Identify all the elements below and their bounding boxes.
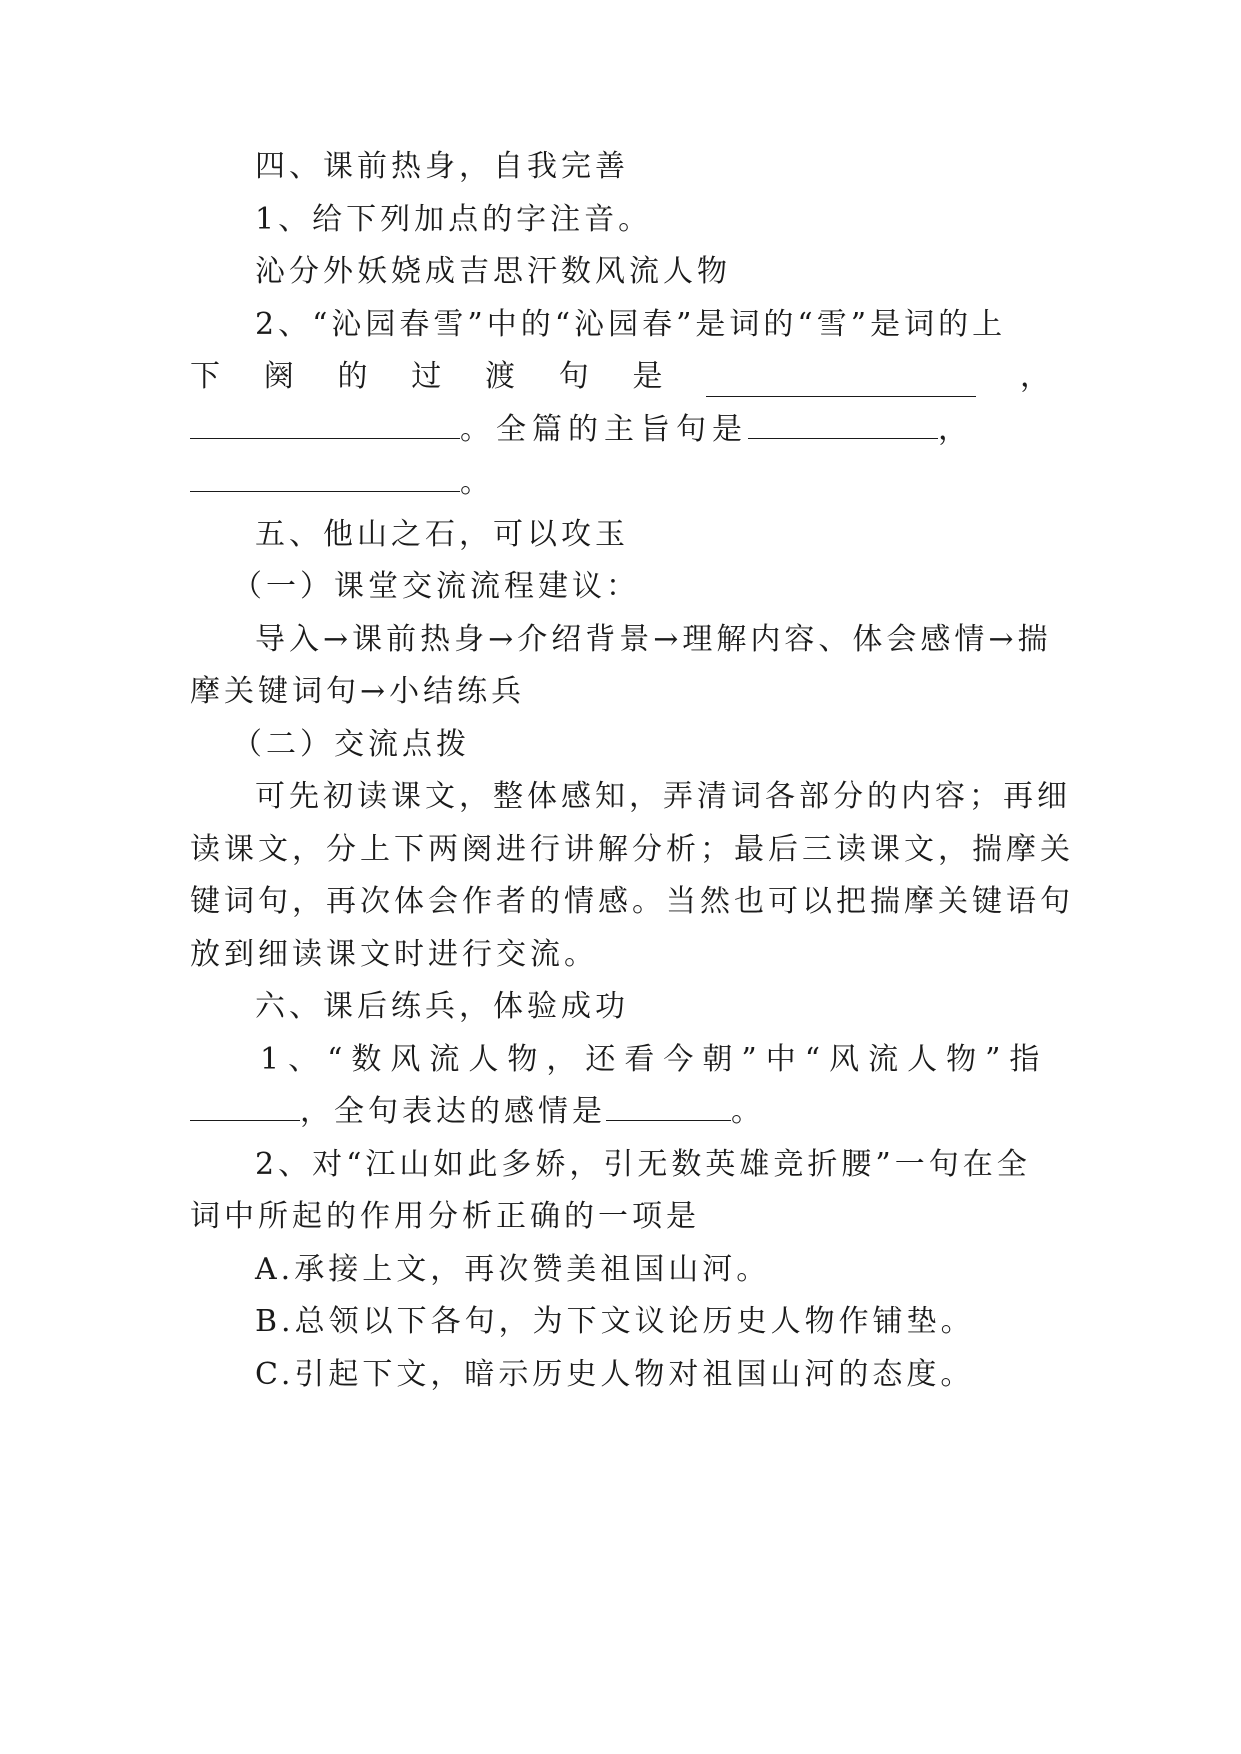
- q1-end: 。: [731, 1094, 765, 1129]
- paragraph-line-4: 放到细读课文时进行交流。: [190, 937, 598, 972]
- subsection-5-2: （二）交流点拨: [232, 727, 470, 762]
- fill-in-blank[interactable]: [748, 410, 938, 439]
- flow-line-1: 导入→课前热身→介绍背景→理解内容、体会感情→揣: [255, 622, 1052, 657]
- section-6-title: 六、课后练兵，体验成功: [255, 989, 629, 1024]
- question-4-2-line2: [190, 357, 1050, 397]
- fill-in-blank[interactable]: [190, 410, 460, 439]
- subsection-5-1: （一）课堂交流流程建议：: [232, 569, 640, 604]
- question-6-2-line1: 2、对“江山如此多娇，引无数英雄竞折腰”一句在全: [255, 1147, 1031, 1182]
- option-a: A.承接上文，再次赞美祖国山河。: [255, 1252, 771, 1287]
- question-4-1-words: 沁分外妖娆成吉思汗数风流人物: [255, 254, 731, 289]
- question-4-2-line3: [190, 410, 1050, 450]
- flow-line-2: 摩关键词句→小结练兵: [190, 674, 526, 709]
- paragraph-line-1: 可先初读课文，整体感知，弄清词各部分的内容；再细: [255, 779, 1071, 814]
- fill-in-blank[interactable]: [606, 1092, 731, 1121]
- option-c: C.引起下文，暗示历史人物对祖国山河的态度。: [255, 1357, 975, 1392]
- line3-end: ，: [938, 412, 972, 447]
- question-4-1: 1、给下列加点的字注音。: [255, 202, 653, 237]
- line4-end: 。: [460, 465, 494, 500]
- paragraph-line-3: 键词句，再次体会作者的情感。当然也可以把揣摩关键语句: [190, 884, 1074, 919]
- option-b: B.总领以下各句，为下文议论历史人物作铺垫。: [255, 1304, 975, 1339]
- char: 句: [558, 359, 589, 394]
- char: 阕: [263, 359, 294, 394]
- section-4-title: 四、课前热身，自我完善: [255, 149, 629, 184]
- char: 渡: [485, 359, 515, 394]
- question-4-2-line4: [190, 463, 1050, 503]
- char: 过: [411, 359, 442, 394]
- fill-in-blank[interactable]: [190, 463, 460, 492]
- question-6-1-line1: 1、“数风流人物，还看今朝”中“风流人物”指: [260, 1042, 1049, 1077]
- fill-in-blank[interactable]: [706, 368, 976, 397]
- char: 下: [190, 359, 220, 394]
- q1-mid: ，全句表达的感情是: [300, 1094, 606, 1129]
- paragraph-line-2: 读课文，分上下两阕进行讲解分析；最后三读课文，揣摩关: [190, 832, 1074, 867]
- comma: ，: [1020, 359, 1050, 394]
- line3-text: 。全篇的主旨句是: [460, 412, 748, 447]
- char: 的: [337, 359, 368, 394]
- char: 是: [632, 359, 663, 394]
- fill-in-blank[interactable]: [190, 1092, 300, 1121]
- question-6-2-line2: 词中所起的作用分析正确的一项是: [190, 1199, 700, 1234]
- section-5-title: 五、他山之石，可以攻玉: [255, 517, 629, 552]
- question-4-2-line1: 2、“沁园春雪”中的“沁园春”是词的“雪”是词的上: [255, 307, 1007, 342]
- question-6-1-line2: [190, 1092, 1050, 1132]
